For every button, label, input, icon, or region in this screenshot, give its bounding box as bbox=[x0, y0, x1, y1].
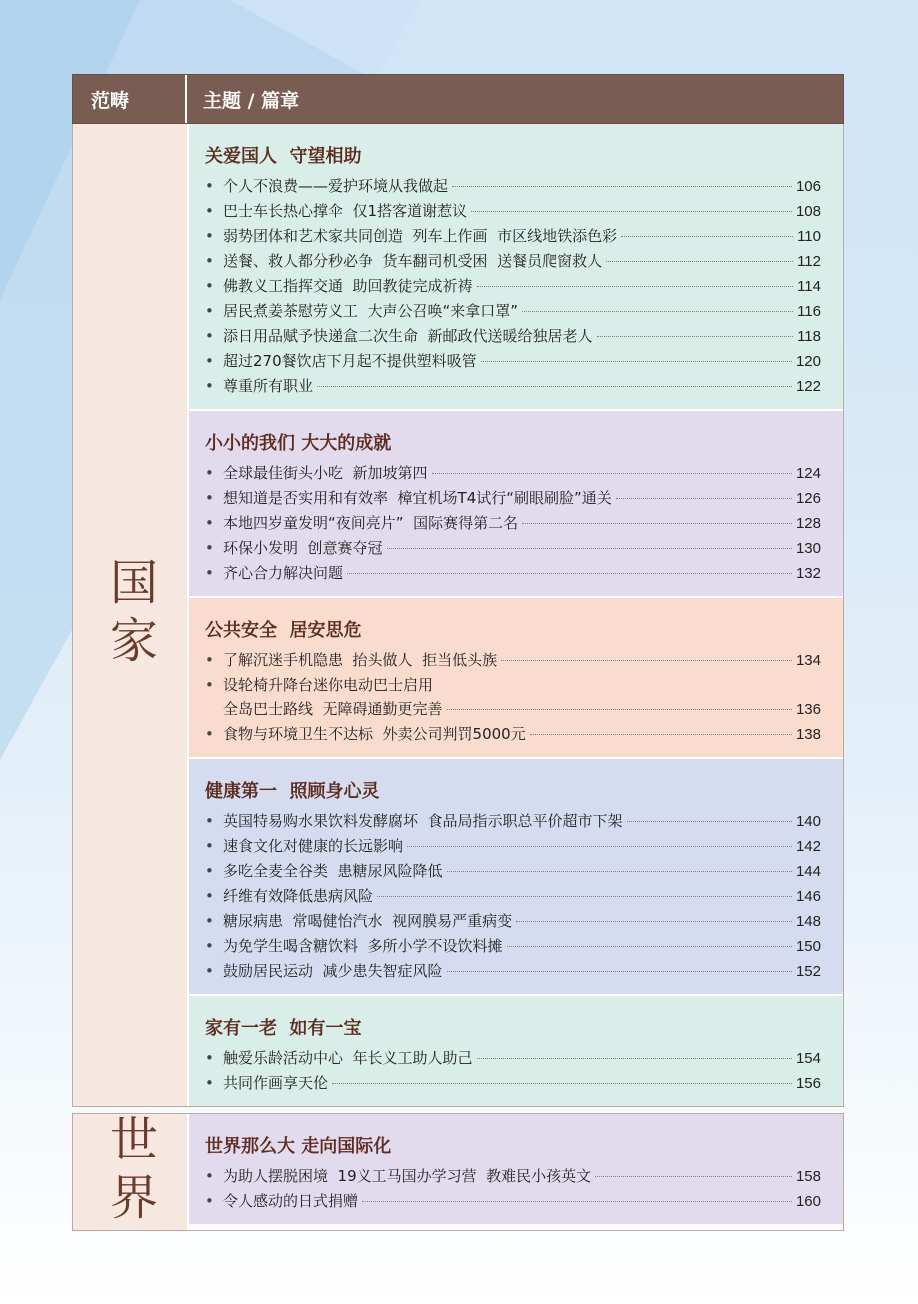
toc-entry[interactable] bbox=[205, 561, 821, 586]
bullet-icon: • bbox=[205, 1192, 214, 1210]
entry-text bbox=[223, 959, 821, 984]
page-number: 136 bbox=[795, 701, 821, 718]
toc-entry[interactable] bbox=[205, 1164, 821, 1189]
sections-column bbox=[187, 124, 843, 1106]
toc-entry[interactable] bbox=[205, 511, 821, 536]
entry-line bbox=[223, 249, 821, 274]
dot-leader bbox=[452, 186, 792, 187]
entry-title: 齐心合力解决问题 bbox=[223, 564, 344, 582]
page-number: 120 bbox=[795, 353, 821, 370]
entry-title: 居民煮姜茶慰劳义工 大声公召唤“来拿口罩” bbox=[223, 302, 519, 320]
bullet-icon: • bbox=[205, 377, 214, 395]
page-number: 154 bbox=[795, 1050, 821, 1067]
dot-leader bbox=[481, 361, 792, 362]
entry-title: 共同作画享天伦 bbox=[223, 1074, 329, 1092]
toc-entry[interactable] bbox=[205, 673, 821, 722]
entry-line bbox=[223, 722, 821, 747]
entry-title: 全岛巴士路线 无障碍通勤更完善 bbox=[223, 700, 443, 718]
dot-leader bbox=[477, 1058, 792, 1059]
bullet-icon: • bbox=[205, 302, 214, 320]
dot-leader bbox=[362, 1201, 792, 1202]
entry-line bbox=[223, 174, 821, 199]
bullet-icon: • bbox=[205, 887, 214, 905]
bullet-icon: • bbox=[205, 352, 214, 370]
page-number: 156 bbox=[795, 1075, 821, 1092]
dot-leader bbox=[387, 548, 792, 549]
entry-title: 尊重所有职业 bbox=[223, 377, 314, 395]
entry-line bbox=[223, 511, 821, 536]
toc-entry[interactable] bbox=[205, 274, 821, 299]
category-block bbox=[72, 1113, 844, 1231]
dot-leader bbox=[347, 573, 792, 574]
entry-title: 为助人摆脱困境 19义工马国办学习营 教难民小孩英文 bbox=[223, 1167, 592, 1185]
entry-line bbox=[223, 673, 821, 697]
dot-leader bbox=[447, 709, 792, 710]
dot-leader bbox=[477, 286, 794, 287]
entry-line bbox=[223, 486, 821, 511]
category-column-header: 范畴 bbox=[73, 75, 187, 123]
bullet-icon: • bbox=[205, 1049, 214, 1067]
toc-entry[interactable] bbox=[205, 461, 821, 486]
page-number: 114 bbox=[797, 278, 821, 295]
entry-line bbox=[223, 461, 821, 486]
entry-title: 纤维有效降低患病风险 bbox=[223, 887, 374, 905]
dot-leader bbox=[530, 734, 792, 735]
entry-line bbox=[223, 809, 821, 834]
bullet-icon: • bbox=[205, 327, 214, 345]
page-number: 142 bbox=[795, 838, 821, 855]
dot-leader bbox=[522, 523, 792, 524]
toc-entry[interactable] bbox=[205, 834, 821, 859]
entry-line bbox=[223, 274, 821, 299]
entry-text bbox=[223, 859, 821, 884]
bullet-icon: • bbox=[205, 227, 214, 245]
toc-entry[interactable] bbox=[205, 536, 821, 561]
entry-text bbox=[223, 834, 821, 859]
dot-leader bbox=[407, 846, 792, 847]
toc-entry[interactable] bbox=[205, 1189, 821, 1214]
toc-entry[interactable] bbox=[205, 934, 821, 959]
entry-line bbox=[223, 959, 821, 984]
dot-leader bbox=[377, 896, 792, 897]
page-number: 146 bbox=[795, 888, 821, 905]
bullet-icon: • bbox=[205, 676, 214, 694]
page-number: 160 bbox=[795, 1193, 821, 1210]
entry-text bbox=[223, 349, 821, 374]
page-number: 150 bbox=[795, 938, 821, 955]
entry-text bbox=[223, 809, 821, 834]
entry-title: 鼓励居民运动 减少患失智症风险 bbox=[223, 962, 443, 980]
page-number: 158 bbox=[795, 1168, 821, 1185]
entry-title: 想知道是否实用和有效率 樟宜机场T4试行“刷眼刷脸”通关 bbox=[223, 489, 612, 507]
page-number: 134 bbox=[795, 652, 821, 669]
entry-line bbox=[223, 909, 821, 934]
entry-title: 令人感动的日式捐赠 bbox=[223, 1192, 359, 1210]
entry-text bbox=[223, 274, 821, 299]
entry-line bbox=[223, 299, 821, 324]
bullet-icon: • bbox=[205, 912, 214, 930]
entry-title: 触爱乐龄活动中心 年长义工助人助己 bbox=[223, 1049, 473, 1067]
entry-text bbox=[223, 1189, 821, 1214]
bullet-icon: • bbox=[205, 812, 214, 830]
entry-text bbox=[223, 199, 821, 224]
page-number: 130 bbox=[795, 540, 821, 557]
bullet-icon: • bbox=[205, 937, 214, 955]
entry-line bbox=[223, 648, 821, 673]
entry-line bbox=[223, 934, 821, 959]
page-number: 148 bbox=[795, 913, 821, 930]
bullet-icon: • bbox=[205, 651, 214, 669]
toc-entry[interactable] bbox=[205, 1071, 821, 1096]
entry-text bbox=[223, 249, 821, 274]
bullet-icon: • bbox=[205, 514, 214, 532]
dot-leader bbox=[522, 311, 793, 312]
toc-entry[interactable] bbox=[205, 859, 821, 884]
entry-text bbox=[223, 884, 821, 909]
bullet-icon: • bbox=[205, 862, 214, 880]
page-number: 140 bbox=[795, 813, 821, 830]
toc-entry[interactable] bbox=[205, 174, 821, 199]
contents-table bbox=[72, 74, 844, 1231]
dot-leader bbox=[597, 336, 794, 337]
dot-leader bbox=[507, 946, 792, 947]
entry-title: 环保小发明 创意赛夺冠 bbox=[223, 539, 383, 557]
page-number: 106 bbox=[795, 178, 821, 195]
bullet-icon: • bbox=[205, 725, 214, 743]
toc-entry[interactable] bbox=[205, 959, 821, 984]
entry-text bbox=[223, 324, 821, 349]
dot-leader bbox=[627, 821, 792, 822]
entry-text bbox=[223, 374, 821, 399]
entry-text bbox=[223, 909, 821, 934]
page-number: 128 bbox=[795, 515, 821, 532]
entry-line bbox=[223, 374, 821, 399]
category-label: 国家 bbox=[101, 557, 158, 673]
toc-entry[interactable] bbox=[205, 324, 821, 349]
category-cell bbox=[73, 1114, 187, 1230]
entry-text bbox=[223, 673, 821, 722]
toc-entry[interactable] bbox=[205, 809, 821, 834]
entry-text bbox=[223, 1071, 821, 1096]
entry-line bbox=[223, 859, 821, 884]
section-title: 家有一老 如有一宝 bbox=[205, 1018, 362, 1039]
entry-line bbox=[223, 834, 821, 859]
entry-title: 食物与环境卫生不达标 外卖公司判罚5000元 bbox=[223, 725, 526, 743]
dot-leader bbox=[432, 473, 792, 474]
dot-leader bbox=[317, 386, 792, 387]
table-header bbox=[72, 74, 844, 124]
dot-leader bbox=[606, 261, 793, 262]
entry-title: 送餐、救人都分秒必争 货车翻司机受困 送餐员爬窗救人 bbox=[223, 252, 603, 270]
entry-text bbox=[223, 536, 821, 561]
toc-entry[interactable] bbox=[205, 648, 821, 673]
category-cell bbox=[73, 124, 187, 1106]
bullet-icon: • bbox=[205, 1167, 214, 1185]
page-number: 152 bbox=[795, 963, 821, 980]
sections-column bbox=[187, 1114, 843, 1230]
page-number: 112 bbox=[797, 253, 821, 270]
page-number: 138 bbox=[795, 726, 821, 743]
dot-leader bbox=[447, 971, 792, 972]
toc-entry[interactable] bbox=[205, 349, 821, 374]
page-number: 144 bbox=[795, 863, 821, 880]
dot-leader bbox=[332, 1083, 792, 1084]
toc-entry[interactable] bbox=[205, 299, 821, 324]
entry-line bbox=[223, 1046, 821, 1071]
entry-text bbox=[223, 461, 821, 486]
topic-column-header: 主题 / 篇章 bbox=[203, 89, 300, 112]
toc-entry[interactable] bbox=[205, 1046, 821, 1071]
topic-section bbox=[187, 757, 843, 994]
entry-text bbox=[223, 174, 821, 199]
toc-entry[interactable] bbox=[205, 884, 821, 909]
entry-line bbox=[223, 697, 821, 722]
entry-text bbox=[223, 224, 821, 249]
entry-title: 弱势团体和艺术家共同创造 列车上作画 市区线地铁添色彩 bbox=[223, 227, 618, 245]
entry-line bbox=[223, 561, 821, 586]
toc-entry[interactable] bbox=[205, 224, 821, 249]
entry-text bbox=[223, 561, 821, 586]
entry-line bbox=[223, 1071, 821, 1096]
bullet-icon: • bbox=[205, 539, 214, 557]
topic-section bbox=[187, 124, 843, 409]
entry-title: 为免学生喝含糖饮料 多所小学不设饮料摊 bbox=[223, 937, 503, 955]
dot-leader bbox=[471, 211, 792, 212]
entry-line bbox=[223, 199, 821, 224]
section-title: 健康第一 照顾身心灵 bbox=[205, 781, 380, 802]
topic-section bbox=[187, 994, 843, 1106]
entry-title: 了解沉迷手机隐患 抬头做人 拒当低头族 bbox=[223, 651, 498, 669]
entry-line bbox=[223, 1164, 821, 1189]
entry-title: 多吃全麦全谷类 患糖尿风险降低 bbox=[223, 862, 443, 880]
page-number: 118 bbox=[797, 328, 821, 345]
entry-line bbox=[223, 324, 821, 349]
section-title: 关爱国人 守望相助 bbox=[205, 146, 362, 167]
entry-line bbox=[223, 536, 821, 561]
entry-title: 超过270餐饮店下月起不提供塑料吸管 bbox=[223, 352, 477, 370]
section-title: 小小的我们 大大的成就 bbox=[205, 433, 392, 454]
dot-leader bbox=[616, 498, 792, 499]
entry-title: 设轮椅升降台迷你电动巴士启用 bbox=[223, 676, 434, 694]
bullet-icon: • bbox=[205, 202, 214, 220]
dot-leader bbox=[595, 1176, 792, 1177]
topic-section bbox=[187, 409, 843, 596]
bullet-icon: • bbox=[205, 1074, 214, 1092]
bullet-icon: • bbox=[205, 464, 214, 482]
page-number: 126 bbox=[795, 490, 821, 507]
toc-entry[interactable] bbox=[205, 722, 821, 747]
toc-entry[interactable] bbox=[205, 374, 821, 399]
category-label: 世界 bbox=[101, 1114, 158, 1230]
dot-leader bbox=[447, 871, 792, 872]
bullet-icon: • bbox=[205, 564, 214, 582]
entry-title: 糖尿病患 常喝健怡汽水 视网膜易严重病变 bbox=[223, 912, 513, 930]
entry-line bbox=[223, 884, 821, 909]
toc-entry[interactable] bbox=[205, 909, 821, 934]
entry-line bbox=[223, 349, 821, 374]
entry-title: 佛教义工指挥交通 助回教徒完成祈祷 bbox=[223, 277, 473, 295]
entry-text bbox=[223, 299, 821, 324]
entry-text bbox=[223, 1164, 821, 1189]
dot-leader bbox=[501, 660, 792, 661]
category-block bbox=[72, 124, 844, 1107]
entry-title: 英国特易购水果饮料发酵腐坏 食品局指示职总平价超市下架 bbox=[223, 812, 623, 830]
entry-text bbox=[223, 511, 821, 536]
dot-leader bbox=[621, 236, 793, 237]
page-number: 124 bbox=[795, 465, 821, 482]
page-number: 108 bbox=[795, 203, 821, 220]
entry-title: 速食文化对健康的长远影响 bbox=[223, 837, 404, 855]
topic-section bbox=[187, 596, 843, 757]
bullet-icon: • bbox=[205, 277, 214, 295]
page-number: 122 bbox=[795, 378, 821, 395]
bullet-icon: • bbox=[205, 489, 214, 507]
bullet-icon: • bbox=[205, 177, 214, 195]
bullet-icon: • bbox=[205, 962, 214, 980]
entry-title: 本地四岁童发明“夜间亮片” 国际赛得第二名 bbox=[223, 514, 519, 532]
entry-text bbox=[223, 648, 821, 673]
entry-text bbox=[223, 722, 821, 747]
toc-entry[interactable] bbox=[205, 486, 821, 511]
entry-text bbox=[223, 934, 821, 959]
page-number: 132 bbox=[795, 565, 821, 582]
dot-leader bbox=[516, 921, 792, 922]
section-title: 公共安全 居安思危 bbox=[205, 620, 362, 641]
entry-line bbox=[223, 1189, 821, 1214]
entry-text bbox=[223, 486, 821, 511]
toc-entry[interactable] bbox=[205, 199, 821, 224]
entry-title: 全球最佳街头小吃 新加坡第四 bbox=[223, 464, 428, 482]
entry-title: 添日用品赋予快递盒二次生命 新邮政代送暖给独居老人 bbox=[223, 327, 593, 345]
entry-title: 巴士车长热心撑伞 仅1搭客道谢惹议 bbox=[223, 202, 468, 220]
bullet-icon: • bbox=[205, 837, 214, 855]
page-number: 116 bbox=[797, 303, 821, 320]
topic-section bbox=[187, 1114, 843, 1224]
bullet-icon: • bbox=[205, 252, 214, 270]
page-number: 110 bbox=[797, 228, 821, 245]
entry-title: 个人不浪费——爱护环境从我做起 bbox=[223, 177, 449, 195]
entry-text bbox=[223, 1046, 821, 1071]
category-blocks bbox=[72, 124, 844, 1231]
section-title: 世界那么大 走向国际化 bbox=[205, 1136, 392, 1157]
entry-line bbox=[223, 224, 821, 249]
toc-entry[interactable] bbox=[205, 249, 821, 274]
